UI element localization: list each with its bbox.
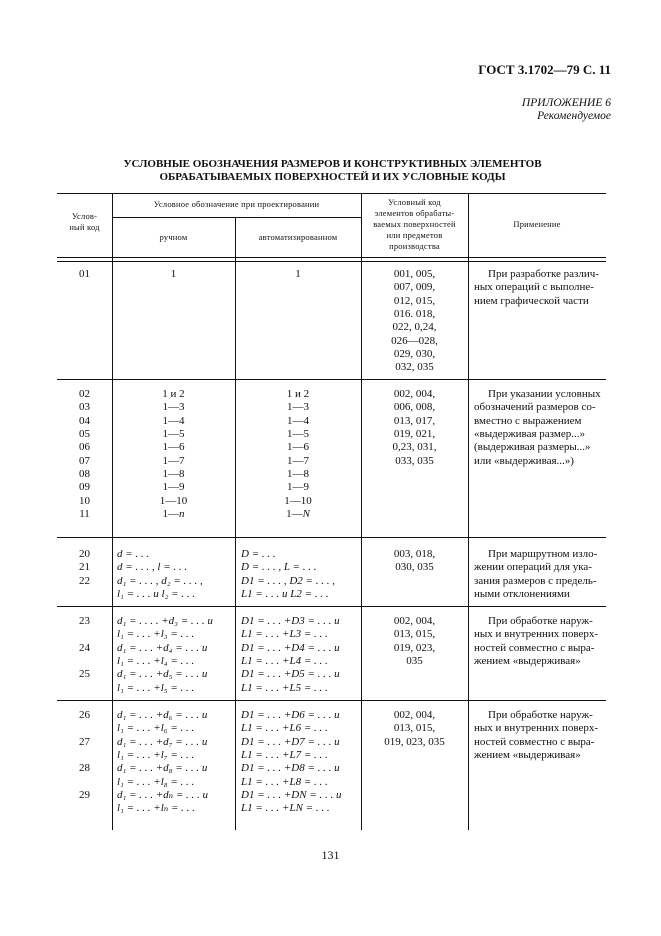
cell-line: нием графической части — [474, 294, 589, 307]
cell-line: L1 = . . . +L3 = . . . — [241, 628, 328, 641]
cell-line: 1—3 — [162, 401, 185, 414]
cell-line: 1—3 — [287, 401, 309, 414]
cell-line: 1—7 — [287, 454, 309, 467]
cell-line: 022, 0,24, — [392, 321, 437, 334]
cell-line: L1 = . . . +L5 = . . . — [241, 681, 328, 694]
cell-line: d₁ = . . . +d₆ = . . . и — [117, 709, 208, 721]
cell-line: 09 — [79, 481, 90, 494]
title-line-1: УСЛОВНЫЕ ОБОЗНАЧЕНИЯ РАЗМЕРОВ И КОНСТРУКТИВНЫХ ЭЛЕМЕНТОВ — [123, 158, 542, 170]
cell-line: 02 — [79, 388, 90, 400]
cell-line: 1—4 — [287, 414, 309, 427]
appendix-block — [522, 97, 611, 123]
cell-line: 04 — [79, 414, 90, 427]
row-3-automated — [241, 548, 361, 601]
column-divider — [235, 217, 236, 830]
cell-line: l₁ = . . . +l₃ = . . . — [117, 628, 195, 641]
row-2-manual — [112, 388, 235, 521]
cell-line: ностей совместно с выра- — [474, 641, 595, 654]
cell-line: l₁ = . . . +l₆ = . . . — [117, 722, 195, 735]
header-element-line: Условный код — [388, 197, 441, 207]
row-4-codes — [57, 615, 112, 682]
cell-line: 0,23, 031, — [392, 441, 437, 454]
page-title — [60, 158, 605, 184]
cell-line: L1 = . . . и L2 = . . . — [241, 588, 329, 601]
row-separator — [57, 379, 606, 380]
cell-line: При указании условных — [488, 388, 601, 400]
cell-line: D1 = . . . +D3 = . . . и — [241, 615, 340, 627]
cell-line: d₁ = . . . . +d₃ = . . . и — [117, 615, 213, 627]
cell-line: 1 и 2 — [286, 388, 310, 400]
cell-line: 002, 004, — [393, 388, 436, 400]
header-designation: Условное обозначение при проектировании — [153, 199, 320, 209]
cell-line: D1 = . . . +D4 = . . . и — [241, 641, 340, 654]
cell-line: 1—N — [286, 508, 310, 521]
cell-line: При разработке различ- — [488, 268, 599, 280]
cell-line: ных операций с выполне- — [474, 281, 594, 294]
row-1-application — [474, 268, 602, 308]
header-automated: автоматизированном — [258, 232, 338, 242]
row-separator — [57, 606, 606, 607]
row-4-automated — [241, 615, 361, 695]
header-element-line: или предметов — [386, 230, 443, 240]
cell-line: 1—4 — [162, 414, 185, 427]
cell-line: D1 = . . . +D7 = . . . и — [241, 735, 340, 748]
cell-line: l₁ = . . . +l₇ = . . . — [117, 749, 195, 762]
header-element-line: производства — [389, 241, 440, 251]
cell-line: L1 = . . . +L7 = . . . — [241, 749, 328, 762]
cell-line: ными отклонениями — [474, 588, 570, 601]
cell-line: d₁ = . . . +d₅ = . . . и — [117, 668, 208, 681]
cell-line: 001, 005, — [393, 268, 436, 280]
cell-line: жением «выдерживая» — [474, 655, 581, 668]
cell-line: 1—9 — [162, 481, 185, 494]
header-code — [57, 211, 112, 233]
cell-line: l₁ = . . . +lₙ = . . . — [117, 802, 195, 815]
row-separator — [57, 537, 606, 538]
cell-line: 003, 018, — [393, 548, 436, 560]
header-application: Применение — [513, 219, 561, 229]
cell-line: d₁ = . . . +d₄ = . . . и — [117, 641, 208, 654]
cell-line: 1—n — [162, 508, 185, 521]
cell-line: D1 = . . . , D2 = . . . , — [241, 574, 335, 587]
cell-line: 007, 009, — [393, 281, 436, 294]
cell-line: 1—10 — [159, 494, 188, 507]
cell-line: 019, 023, 035 — [384, 735, 445, 748]
header-bottom-rule — [57, 257, 606, 258]
appendix-label: ПРИЛОЖЕНИЕ 6 — [521, 97, 611, 109]
cell-line: D1 = . . . +D8 = . . . и — [241, 762, 340, 775]
cell-line: 1—9 — [287, 481, 309, 494]
cell-line: ных и внутренних поверх- — [474, 628, 599, 641]
row-2-codes — [57, 388, 112, 521]
header-code-line: Услов- — [71, 211, 98, 221]
cell-line: 1—8 — [162, 468, 185, 481]
row-3-application — [474, 548, 602, 601]
cell-line: 002, 004, — [393, 709, 436, 721]
row-2-elements — [361, 388, 468, 468]
cell-line: 29 — [79, 789, 90, 802]
cell-line: 016. 018, — [393, 308, 436, 321]
cell-line: L1 = . . . +L4 = . . . — [241, 655, 328, 668]
cell-line: d = . . . — [117, 548, 150, 560]
cell-line: 24 — [79, 641, 90, 654]
cell-line: 11 — [79, 508, 90, 521]
row-5-elements — [361, 709, 468, 749]
cell-line: 019, 023, — [393, 641, 436, 654]
row-5-automated — [241, 709, 361, 816]
cell-line: ностей совместно с выра- — [474, 735, 595, 748]
row-1-automated — [235, 268, 361, 281]
cell-line: 1 и 2 — [162, 388, 185, 400]
row-2-application — [474, 388, 602, 468]
cell-line: l₁ = . . . +l₅ = . . . — [117, 681, 195, 694]
cell-line: 23 — [79, 615, 90, 627]
cell-line: l₁ = . . . +l₈ = . . . — [117, 775, 195, 788]
cell-line: 012, 015, — [393, 294, 436, 307]
cell-line: 1—5 — [287, 428, 309, 441]
row-1-manual — [112, 268, 235, 281]
row-3-codes — [57, 548, 112, 588]
cell-line: l₁ = . . . и l₂ = . . . — [117, 588, 196, 601]
cell-line: 035 — [406, 655, 423, 668]
cell-line: 20 — [79, 548, 90, 560]
cell-line: вместно с выражением — [474, 414, 582, 427]
cell-line: 013, 017, — [393, 414, 436, 427]
row-4-manual — [117, 615, 235, 695]
cell-line: или «выдерживая...») — [474, 454, 574, 467]
cell-line: 1 — [295, 268, 301, 280]
cell-line: 1—6 — [162, 441, 185, 454]
designation-subrule — [112, 217, 361, 218]
cell-line: 013, 015, — [393, 722, 436, 735]
row-5-codes — [57, 709, 112, 802]
cell-line: 28 — [79, 762, 90, 775]
cell-line: 1 — [170, 268, 177, 280]
cell-line: 05 — [79, 428, 90, 441]
header-element-line: ваемых поверхностей — [373, 219, 456, 229]
cell-line: 030, 035 — [395, 561, 434, 574]
column-divider — [468, 193, 469, 830]
cell-line: D = . . . , L = . . . — [241, 561, 317, 574]
cell-line: ных и внутренних поверх- — [474, 722, 599, 735]
cell-line: При обработке наруж- — [488, 615, 593, 627]
cell-line: D1 = . . . +D5 = . . . и — [241, 668, 340, 681]
cell-line: 08 — [79, 468, 90, 481]
row-1-codes — [57, 268, 112, 281]
cell-line: жением «выдерживая» — [474, 749, 581, 762]
cell-line: 22 — [79, 574, 90, 587]
cell-line: 1—10 — [284, 494, 312, 507]
header-code-line: ный код — [69, 222, 100, 232]
page-number: 131 — [321, 848, 340, 862]
row-5-application — [474, 709, 602, 762]
cell-line: 032, 035 — [395, 361, 434, 374]
cell-line: 21 — [79, 561, 90, 574]
cell-line: d₁ = . . . +dₙ = . . . и — [117, 789, 209, 802]
row-3-manual — [117, 548, 235, 601]
cell-line: 26 — [79, 709, 90, 721]
cell-line: 1—6 — [287, 441, 309, 454]
cell-line: d₁ = . . . , d₂ = . . . , — [117, 574, 203, 587]
row-2-automated — [235, 388, 361, 521]
row-5-manual — [117, 709, 235, 816]
header-manual: ручном — [159, 232, 188, 242]
cell-line: L1 = . . . +L8 = . . . — [241, 775, 328, 788]
cell-line: 06 — [79, 441, 90, 454]
row-1-elements — [361, 268, 468, 375]
cell-line: 006, 008, — [393, 401, 436, 414]
cell-line: 033, 035 — [395, 454, 434, 467]
cell-line: D1 = . . . +DN = . . . и — [241, 789, 342, 802]
cell-line: обозначений размеров со- — [474, 401, 596, 414]
cell-line: 029, 030, — [393, 348, 436, 361]
cell-line: 10 — [79, 494, 90, 507]
cell-line: 03 — [79, 401, 90, 414]
cell-line: 27 — [79, 735, 90, 748]
row-4-elements — [361, 615, 468, 668]
cell-line: 07 — [79, 454, 90, 467]
cell-line: 002, 004, — [393, 615, 436, 627]
cell-line: При обработке наруж- — [488, 709, 593, 721]
cell-line: 013, 015, — [393, 628, 436, 641]
cell-line: 019, 021, — [393, 428, 436, 441]
cell-line: d = . . . , l = . . . — [117, 561, 188, 574]
cell-line: D = . . . — [241, 548, 276, 560]
cell-line: l₁ = . . . +l₄ = . . . — [117, 655, 195, 668]
header-element-code — [361, 197, 468, 252]
cell-line: L1 = . . . +L6 = . . . — [241, 722, 328, 735]
cell-line: 01 — [79, 268, 90, 280]
cell-line: (выдерживая размеры...» — [474, 441, 591, 454]
cell-line: 026—028, — [391, 334, 438, 347]
row-separator — [57, 700, 606, 701]
recommended-label: Рекомендуемое — [537, 110, 611, 122]
row-3-elements — [361, 548, 468, 575]
header-bottom-rule-2 — [57, 261, 606, 262]
cell-line: «выдерживая размер...» — [474, 428, 585, 441]
row-4-application — [474, 615, 602, 668]
cell-line: При маршрутном изло- — [488, 548, 598, 560]
cell-line: L1 = . . . +LN = . . . — [241, 802, 330, 815]
cell-line: зания размеров с предель- — [474, 574, 597, 587]
title-line-2: ОБРАБАТЫВАЕМЫХ ПОВЕРХНОСТЕЙ И ИХ УСЛОВНЫЕ КОДЫ — [159, 171, 506, 183]
cell-line: 25 — [79, 668, 90, 681]
cell-line: 1—7 — [162, 454, 185, 467]
cell-line: 1—8 — [287, 468, 309, 481]
header-element-line: элементов обрабаты- — [374, 208, 455, 218]
document-reference: ГОСТ 3.1702—79 С. 11 — [478, 62, 611, 77]
cell-line: жении операций для ука- — [474, 561, 592, 574]
cell-line: 1—5 — [162, 428, 185, 441]
cell-line: d₁ = . . . +d₈ = . . . и — [117, 762, 208, 775]
cell-line: D1 = . . . +D6 = . . . и — [241, 709, 340, 721]
table-top-rule — [57, 193, 606, 194]
cell-line: d₁ = . . . +d₇ = . . . и — [117, 735, 208, 748]
